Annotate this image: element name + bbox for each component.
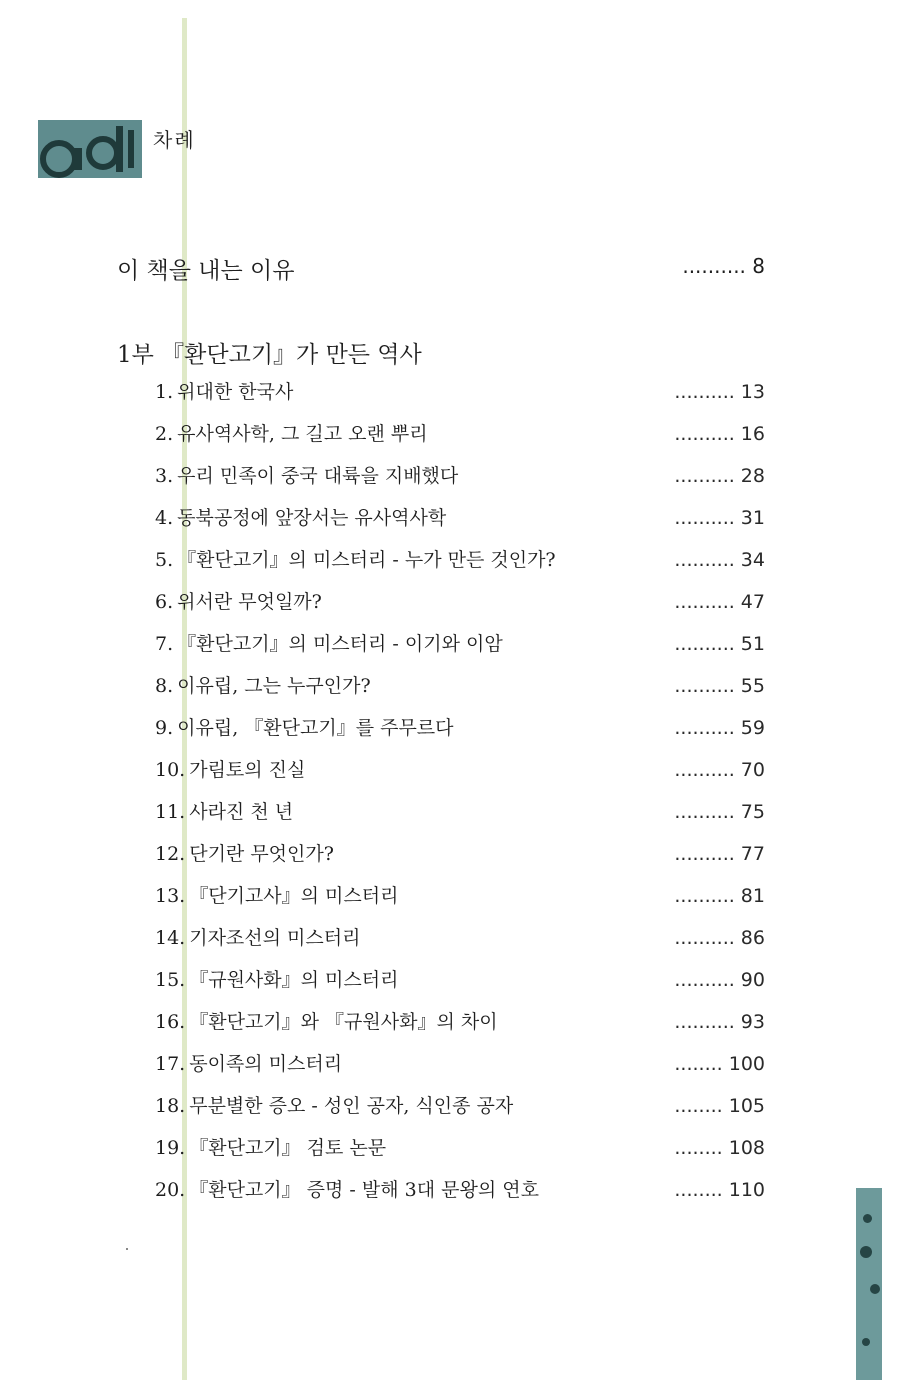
toc-entry[interactable] xyxy=(155,462,765,504)
entry-number: 18. xyxy=(155,1095,186,1117)
chapter-ornament-icon xyxy=(38,120,142,178)
toc-entry[interactable] xyxy=(155,798,765,840)
entry-number: 15. xyxy=(155,969,186,991)
toc-list xyxy=(155,378,765,1218)
toc-entry[interactable] xyxy=(155,1176,765,1218)
entry-page: .......... 93 xyxy=(674,1011,765,1033)
entry-title: 『환단고기』의 미스터리 - 이기와 이암 xyxy=(177,633,503,655)
toc-entry[interactable] xyxy=(155,378,765,420)
entry-number: 20. xyxy=(155,1179,186,1201)
scan-speck xyxy=(126,1248,128,1250)
entry-title: 단기란 무엇인가? xyxy=(189,843,334,865)
toc-entry[interactable] xyxy=(155,924,765,966)
toc-entry[interactable] xyxy=(155,1134,765,1176)
entry-number: 16. xyxy=(155,1011,186,1033)
entry-title: 무분별한 증오 - 성인 공자, 식인종 공자 xyxy=(189,1095,514,1117)
entry-page: ........ 110 xyxy=(674,1179,765,1201)
entry-page: .......... 47 xyxy=(674,591,765,613)
entry-title: 위서란 무엇일까? xyxy=(177,591,322,613)
entry-title: 동북공정에 앞장서는 유사역사학 xyxy=(177,507,447,529)
toc-entry[interactable] xyxy=(155,630,765,672)
toc-entry[interactable] xyxy=(155,1092,765,1134)
entry-title: 우리 민족이 중국 대륙을 지배했다 xyxy=(177,465,459,487)
toc-entry[interactable] xyxy=(155,714,765,756)
entry-number: 1. xyxy=(155,381,174,403)
entry-number: 9. xyxy=(155,717,174,739)
entry-title: 위대한 한국사 xyxy=(177,381,294,403)
entry-number: 7. xyxy=(155,633,174,655)
entry-number: 3. xyxy=(155,465,174,487)
entry-number: 6. xyxy=(155,591,174,613)
entry-page: ........ 108 xyxy=(674,1137,765,1159)
entry-title: 『규원사화』의 미스터리 xyxy=(189,969,399,991)
entry-number: 4. xyxy=(155,507,174,529)
entry-number: 8. xyxy=(155,675,174,697)
toc-entry[interactable] xyxy=(155,504,765,546)
entry-page: .......... 90 xyxy=(674,969,765,991)
entry-page: .......... 31 xyxy=(674,507,765,529)
entry-page: .......... 81 xyxy=(674,885,765,907)
entry-page: ........ 105 xyxy=(674,1095,765,1117)
entry-page: .......... 59 xyxy=(674,717,765,739)
side-decoration-icon xyxy=(856,1188,882,1380)
toc-entry-intro[interactable] xyxy=(117,252,765,284)
entry-title: 『환단고기』 검토 논문 xyxy=(189,1137,387,1159)
entry-page: ........ 100 xyxy=(674,1053,765,1075)
entry-number: 13. xyxy=(155,885,186,907)
entry-number: 17. xyxy=(155,1053,186,1075)
entry-title: 사라진 천 년 xyxy=(189,801,294,823)
entry-number: 19. xyxy=(155,1137,186,1159)
toc-entry[interactable] xyxy=(155,1008,765,1050)
entry-title: 이유립, 『환단고기』를 주무르다 xyxy=(177,717,454,739)
entry-title: 『환단고기』의 미스터리 - 누가 만든 것인가? xyxy=(177,549,556,571)
entry-page: .......... 16 xyxy=(674,423,765,445)
toc-entry-title: 이 책을 내는 이유 xyxy=(117,258,295,284)
toc-entry[interactable] xyxy=(155,840,765,882)
page-title: 차례 xyxy=(153,128,196,152)
entry-title: 『단기고사』의 미스터리 xyxy=(189,885,399,907)
toc-entry-page: .......... 8 xyxy=(682,254,765,278)
entry-page: .......... 86 xyxy=(674,927,765,949)
entry-page: .......... 75 xyxy=(674,801,765,823)
entry-title: 이유립, 그는 누구인가? xyxy=(177,675,371,697)
entry-page: .......... 55 xyxy=(674,675,765,697)
entry-number: 5. xyxy=(155,549,174,571)
entry-page: .......... 77 xyxy=(674,843,765,865)
entry-number: 10. xyxy=(155,759,186,781)
toc-entry[interactable] xyxy=(155,672,765,714)
entry-title: 기자조선의 미스터리 xyxy=(189,927,361,949)
entry-number: 2. xyxy=(155,423,174,445)
entry-title: 『환단고기』 증명 - 발해 3대 문왕의 연호 xyxy=(189,1179,539,1201)
toc-entry[interactable] xyxy=(155,756,765,798)
entry-title: 『환단고기』와 『규원사화』의 차이 xyxy=(189,1011,498,1033)
entry-page: .......... 51 xyxy=(674,633,765,655)
toc-entry[interactable] xyxy=(155,966,765,1008)
toc-entry[interactable] xyxy=(155,1050,765,1092)
part-heading: 1부 『환단고기』가 만든 역사 xyxy=(117,342,422,368)
entry-title: 유사역사학, 그 길고 오랜 뿌리 xyxy=(177,423,428,445)
entry-title: 동이족의 미스터리 xyxy=(189,1053,343,1075)
entry-title: 가림토의 진실 xyxy=(189,759,306,781)
entry-page: .......... 28 xyxy=(674,465,765,487)
entry-page: .......... 34 xyxy=(674,549,765,571)
entry-page: .......... 70 xyxy=(674,759,765,781)
entry-number: 12. xyxy=(155,843,186,865)
entry-page: .......... 13 xyxy=(674,381,765,403)
toc-entry[interactable] xyxy=(155,546,765,588)
toc-entry[interactable] xyxy=(155,588,765,630)
toc-entry[interactable] xyxy=(155,882,765,924)
entry-number: 11. xyxy=(155,801,186,823)
toc-entry[interactable] xyxy=(155,420,765,462)
entry-number: 14. xyxy=(155,927,186,949)
